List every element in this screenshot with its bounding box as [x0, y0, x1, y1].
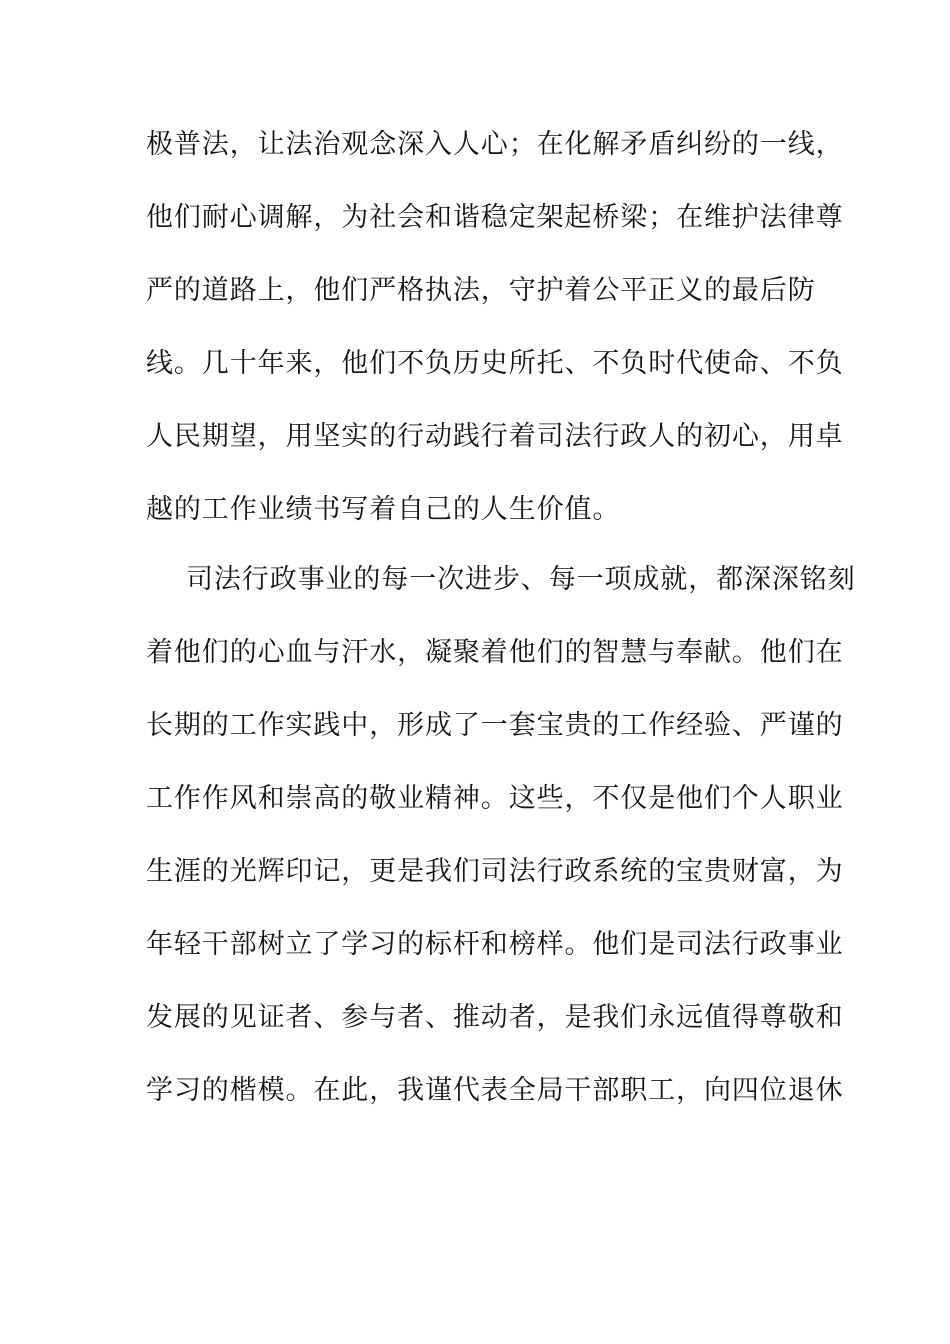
text-line: 人民期望，用坚实的行动践行着司法行政人的初心，用卓 [146, 421, 844, 452]
paragraph-first-line: 司法行政事业的每一次进步、每一项成就，都深深铭刻 [186, 564, 856, 595]
text-line: 生涯的光辉印记，更是我们司法行政系统的宝贵财富，为 [146, 856, 844, 887]
text-line: 越的工作业绩书写着自己的人生价值。 [146, 494, 621, 525]
text-line: 长期的工作实践中，形成了一套宝贵的工作经验、严谨的 [146, 710, 844, 741]
text-line: 严的道路上，他们严格执法，守护着公平正义的最后防 [146, 275, 816, 306]
text-line: 他们耐心调解，为社会和谐稳定架起桥梁；在维护法律尊 [146, 202, 844, 233]
text-line: 工作作风和崇高的敬业精神。这些，不仅是他们个人职业 [146, 783, 844, 814]
text-line: 年轻干部树立了学习的标杆和榜样。他们是司法行政事业 [146, 929, 844, 960]
text-line: 极普法，让法治观念深入人心；在化解矛盾纠纷的一线， [146, 129, 844, 160]
text-line: 学习的楷模。在此，我谨代表全局干部职工，向四位退休 [146, 1075, 844, 1106]
text-line: 线。几十年来，他们不负历史所托、不负时代使命、不负 [146, 348, 844, 379]
text-line: 着他们的心血与汗水，凝聚着他们的智慧与奉献。他们在 [146, 637, 844, 668]
text-line: 发展的见证者、参与者、推动者，是我们永远值得尊敬和 [146, 1002, 844, 1033]
